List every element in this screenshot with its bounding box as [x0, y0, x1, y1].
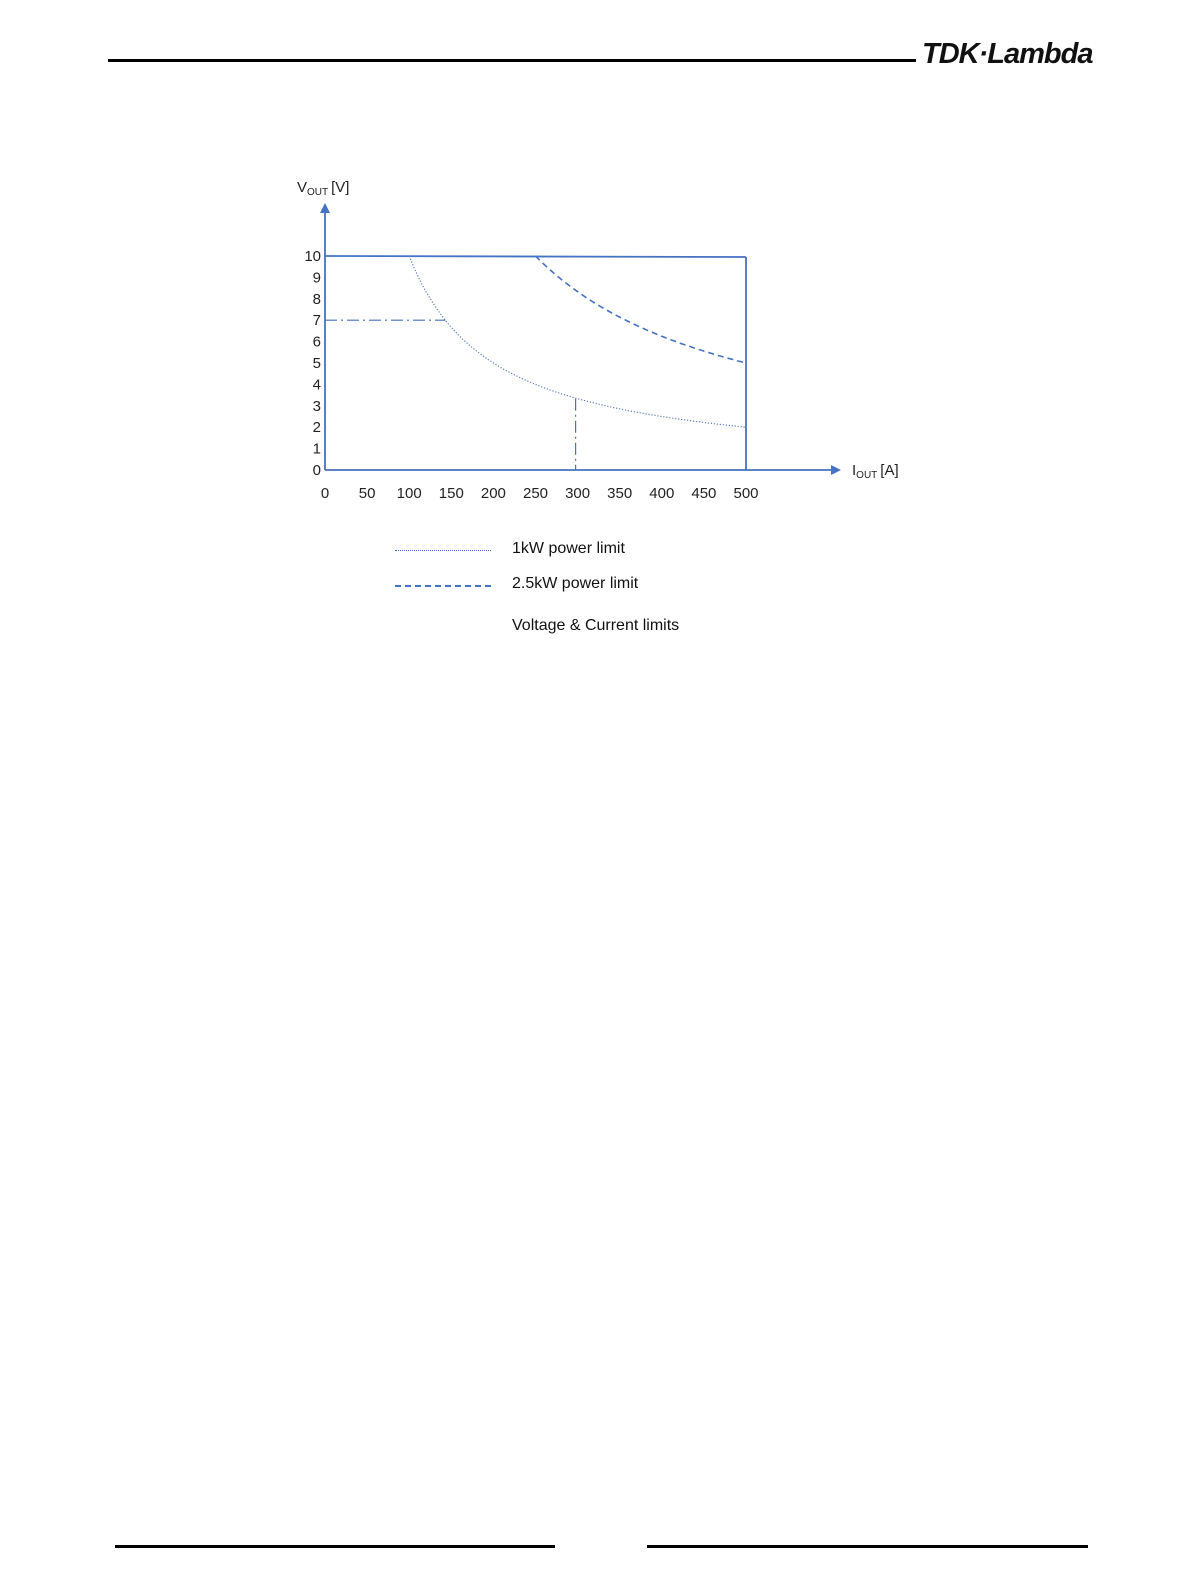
x-tick-label: 250 [522, 485, 549, 502]
legend-swatch-dotted [395, 550, 491, 551]
power-limit-1kw-curve [409, 256, 746, 427]
x-tick-label: 50 [358, 485, 376, 502]
ticks [304, 248, 758, 502]
x-tick-label: 300 [565, 485, 591, 502]
power-limit-2-5kw-curve [536, 256, 747, 363]
x-tick-label: 400 [649, 485, 675, 502]
y-axis-label [297, 179, 349, 198]
x-tick-label: 500 [733, 485, 759, 502]
x-tick-label: 200 [480, 485, 506, 502]
footer-rule-right [647, 1545, 1088, 1548]
y-tick-label: 8 [312, 290, 321, 308]
x-tick-label: 100 [396, 485, 422, 502]
legend-item-limits [395, 617, 755, 639]
y-axis-label-unit: [V] [331, 179, 350, 196]
x-axis-label-symbol: I [852, 462, 857, 479]
x-tick-label: 0 [320, 485, 330, 502]
x-tick-label: 350 [607, 485, 633, 502]
y-tick-label: 2 [312, 419, 321, 437]
y-tick-label: 6 [312, 333, 321, 351]
legend-label-1kw: 1kW power limit [512, 540, 625, 557]
y-tick-label: 9 [312, 269, 321, 287]
y-tick-label: 1 [312, 440, 321, 458]
legend-label-limits: Voltage & Current limits [512, 617, 680, 634]
x-axis-label-subscript: OUT [856, 470, 878, 481]
y-axis-arrow [320, 203, 330, 213]
y-tick-label: 4 [312, 376, 321, 394]
y-axis-label-symbol: V [297, 179, 308, 196]
legend-label-2-5kw: 2.5kW power limit [512, 575, 639, 592]
y-tick-label: 7 [312, 312, 321, 330]
x-axis-arrow [831, 465, 841, 475]
x-axis-label [852, 462, 899, 481]
legend-swatch-dashed [395, 585, 491, 587]
legend-item-2-5kw [395, 575, 755, 597]
y-tick-label: 10 [304, 248, 321, 265]
y-tick-label: 0 [312, 462, 321, 479]
x-tick-label: 450 [691, 485, 717, 502]
series-group [325, 256, 746, 470]
y-tick-label: 3 [312, 397, 321, 415]
footer-rule-left [115, 1545, 555, 1548]
x-axis-label-unit: [A] [880, 462, 899, 479]
brand-logo: TDK·Lambda [922, 38, 1093, 70]
axes [320, 203, 841, 475]
y-tick-label: 5 [312, 355, 321, 372]
legend-item-1kw [395, 540, 755, 562]
x-tick-label: 150 [438, 485, 464, 502]
y-axis-label-subscript: OUT [307, 187, 329, 198]
